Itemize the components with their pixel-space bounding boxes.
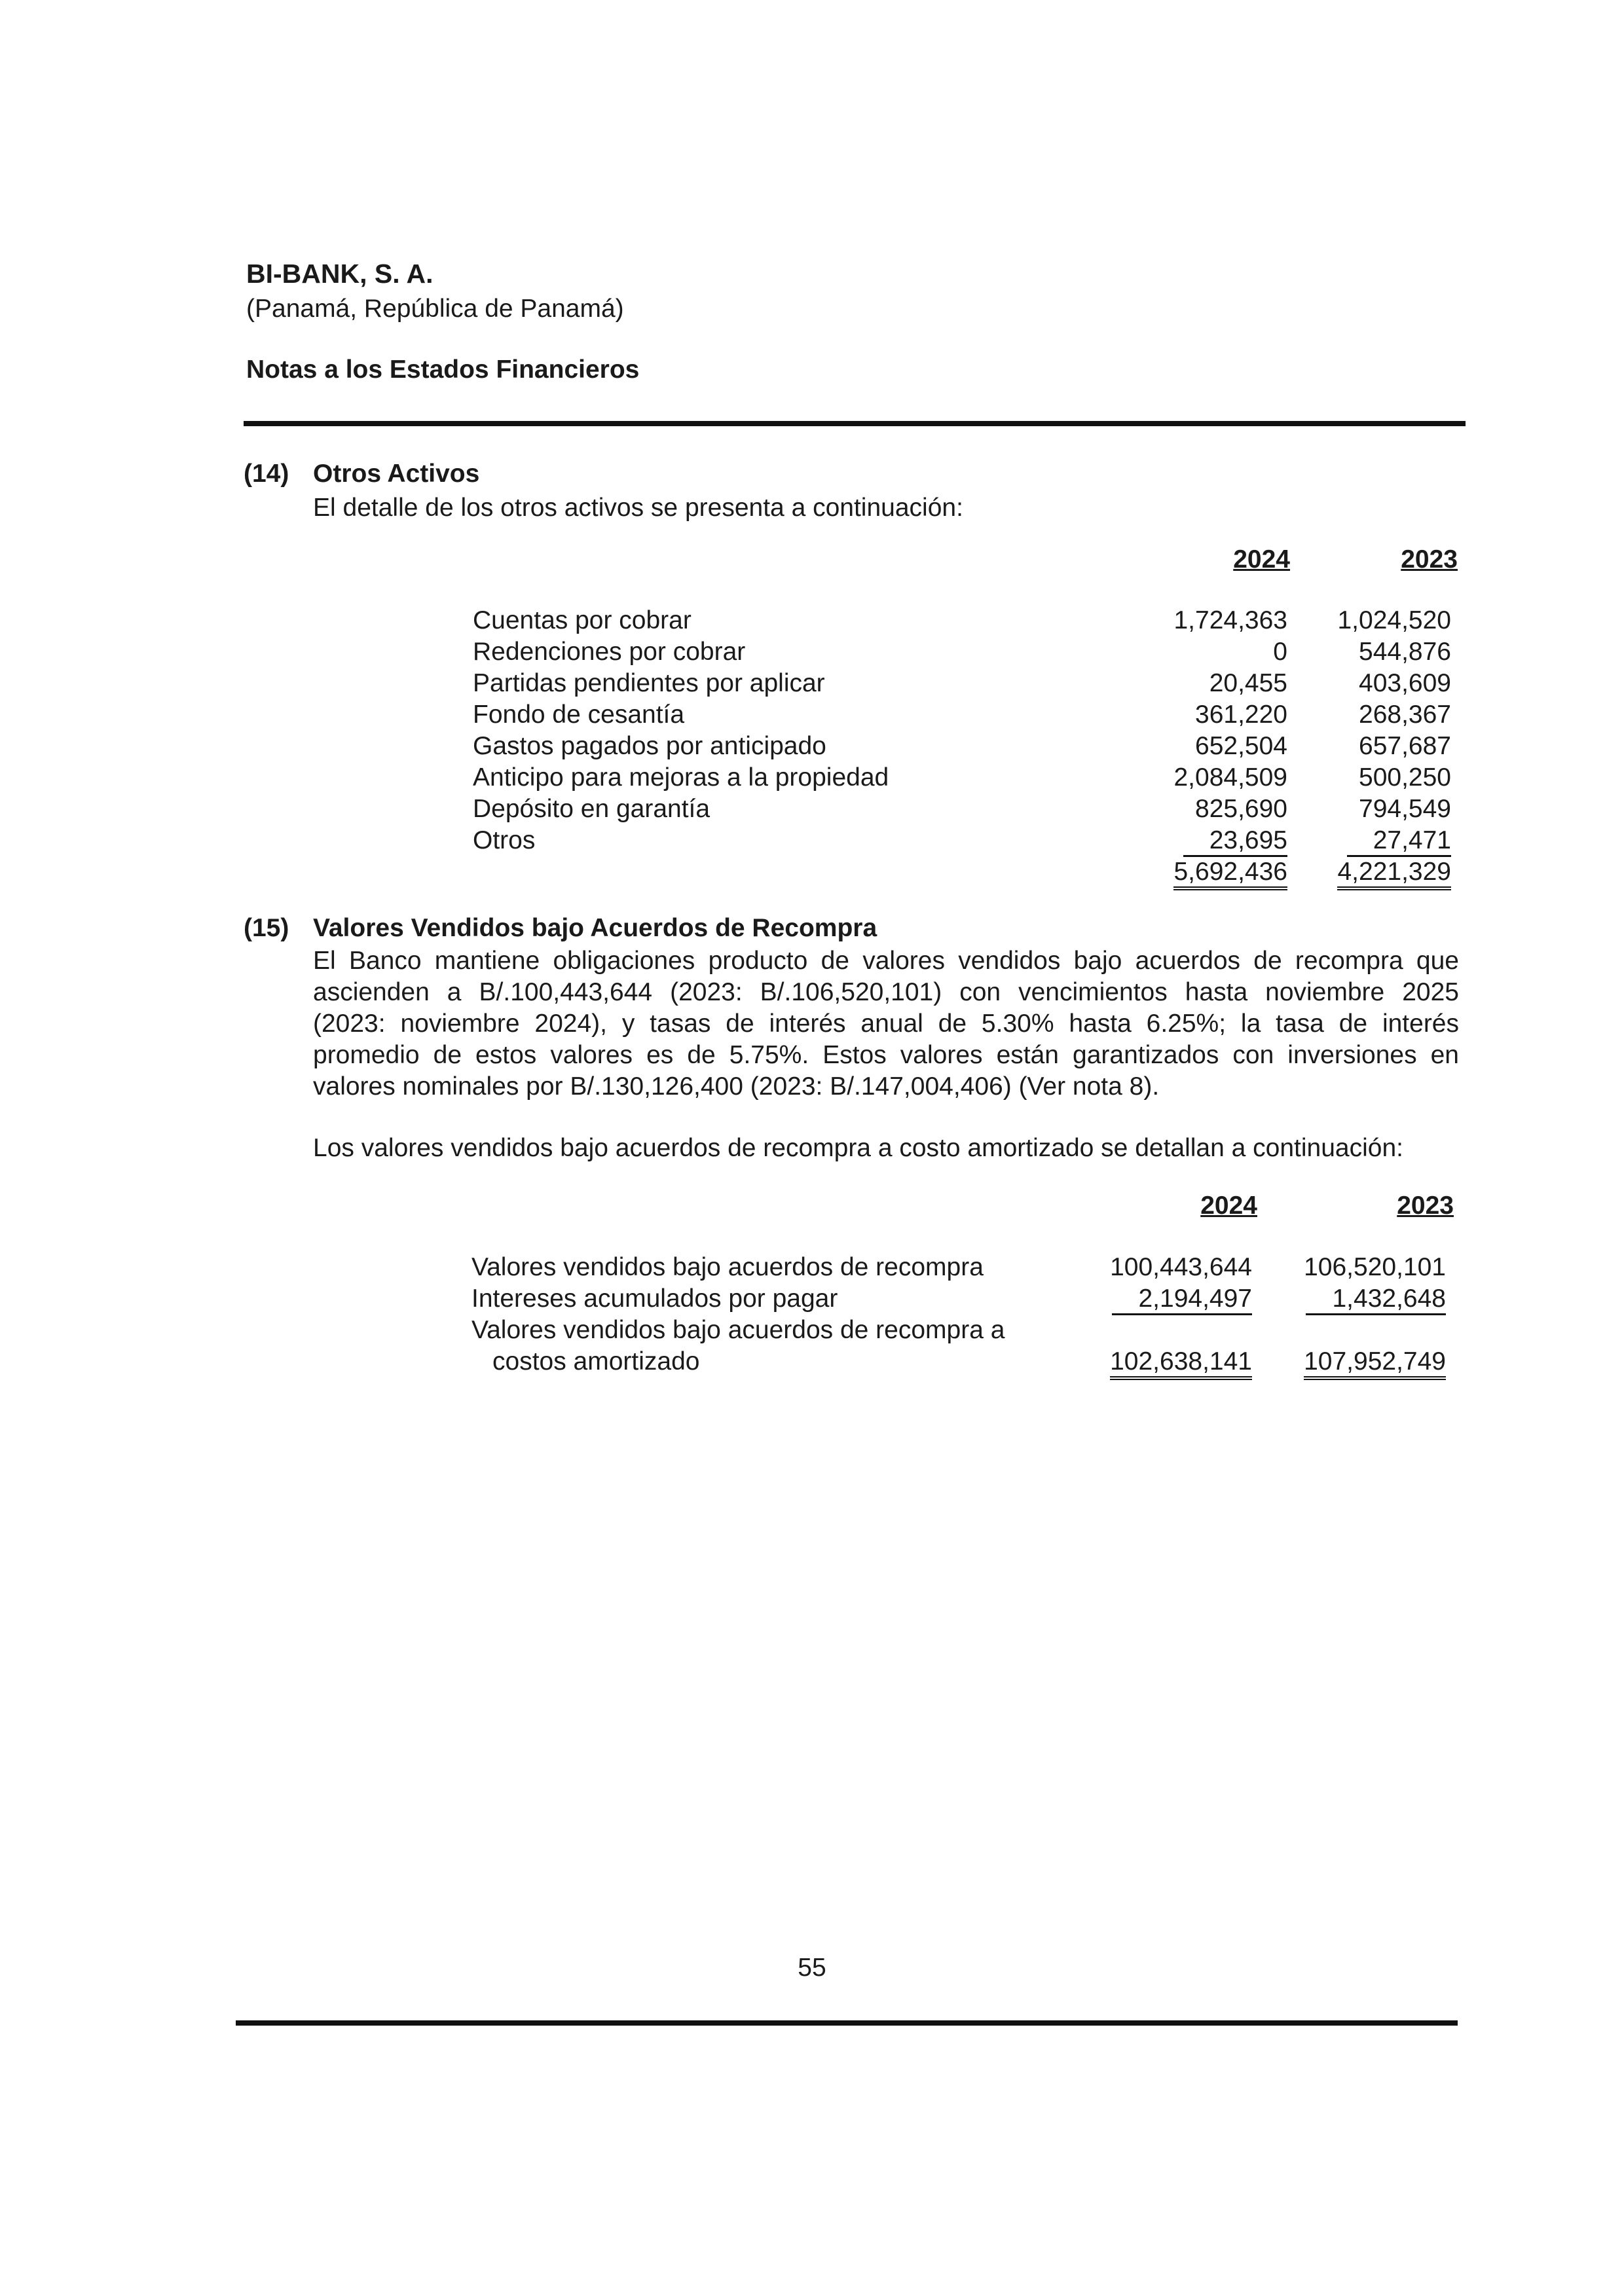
table-cell-2023: 1,024,520 bbox=[1337, 606, 1451, 634]
table-cell-2024: 652,504 bbox=[1195, 732, 1287, 760]
table-cell-2024: 100,443,644 bbox=[1110, 1253, 1252, 1281]
header-divider bbox=[244, 421, 1466, 426]
table-cell-2023: 106,520,101 bbox=[1304, 1253, 1446, 1281]
paragraph-line: (2023: noviembre 2024), y tasas de interés anual de 5.30% hasta 6.25%; la tasa de interés bbox=[313, 1010, 1459, 1038]
table-cell-2023: 268,367 bbox=[1359, 701, 1451, 729]
table-cell-2023: 403,609 bbox=[1359, 669, 1451, 697]
note-14-intro: El detalle de los otros activos se presenta a continuación: bbox=[313, 494, 963, 522]
paragraph-line: ascienden a B/.100,443,644 (2023: B/.106,520,101) con vencimientos hasta noviembre 2025 bbox=[313, 978, 1459, 1006]
page-number: 55 bbox=[798, 1954, 826, 1982]
table-row-label: Fondo de cesantía bbox=[473, 701, 685, 729]
table-cell-2023: 500,250 bbox=[1359, 763, 1451, 792]
note-15-col-2023: 2023 bbox=[1397, 1192, 1454, 1220]
note-15-intro: Los valores vendidos bajo acuerdos de recompra a costo amortizado se detallan a continuación: bbox=[313, 1134, 1404, 1162]
table-total-2024: 5,692,436 bbox=[1173, 858, 1287, 890]
table-cell-2024: 2,084,509 bbox=[1173, 763, 1287, 792]
note-14-col-2023: 2023 bbox=[1401, 545, 1458, 574]
paragraph-line: El Banco mantiene obligaciones producto de valores vendidos bajo acuerdos de recompra que bbox=[313, 947, 1459, 975]
table-total-2024: 102,638,141 bbox=[1110, 1347, 1252, 1380]
table-cell-2024: 2,194,497 bbox=[1112, 1285, 1252, 1315]
paragraph-line: valores nominales por B/.130,126,400 (2023: B/.147,004,406) (Ver nota 8). bbox=[313, 1072, 1160, 1101]
table-row-label: Valores vendidos bajo acuerdos de recompra bbox=[471, 1253, 984, 1281]
table-cell-2024: 20,455 bbox=[1209, 669, 1287, 697]
company-location: (Panamá, República de Panamá) bbox=[246, 295, 624, 323]
note-14-col-2024: 2024 bbox=[1233, 545, 1290, 574]
note-14-number: (14) bbox=[244, 460, 289, 488]
note-15-col-2024: 2024 bbox=[1200, 1192, 1257, 1220]
table-row-label: Anticipo para mejoras a la propiedad bbox=[473, 763, 889, 792]
table-cell-2023: 1,432,648 bbox=[1306, 1285, 1446, 1315]
paragraph-line: promedio de estos valores es de 5.75%. Estos valores están garantizados con inversiones en bbox=[313, 1041, 1459, 1069]
table-row-label: Intereses acumulados por pagar bbox=[471, 1285, 838, 1313]
note-15-title: Valores Vendidos bajo Acuerdos de Recompra bbox=[313, 914, 877, 942]
table-total-2023: 4,221,329 bbox=[1337, 858, 1451, 890]
note-14-title: Otros Activos bbox=[313, 460, 480, 488]
company-name: BI-BANK, S. A. bbox=[246, 259, 434, 289]
table-cell-2023: 544,876 bbox=[1359, 638, 1451, 666]
table-cell-2024: 825,690 bbox=[1195, 795, 1287, 823]
table-total-label: Valores vendidos bajo acuerdos de recompra a bbox=[471, 1316, 1005, 1344]
table-cell-2024: 361,220 bbox=[1195, 701, 1287, 729]
table-row-label: Partidas pendientes por aplicar bbox=[473, 669, 825, 697]
table-cell-2024: 23,695 bbox=[1183, 826, 1287, 857]
table-cell-2023: 794,549 bbox=[1359, 795, 1451, 823]
footer-divider bbox=[236, 2020, 1458, 2026]
table-row-label: Cuentas por cobrar bbox=[473, 606, 692, 634]
table-total-label: costos amortizado bbox=[492, 1347, 700, 1376]
table-total-2023: 107,952,749 bbox=[1304, 1347, 1446, 1380]
note-15-paragraph bbox=[313, 945, 1459, 1102]
table-row-label: Depósito en garantía bbox=[473, 795, 710, 823]
table-cell-2023: 27,471 bbox=[1347, 826, 1451, 857]
table-cell-2024: 0 bbox=[1273, 638, 1287, 666]
document-title: Notas a los Estados Financieros bbox=[246, 355, 640, 384]
table-cell-2023: 657,687 bbox=[1359, 732, 1451, 760]
table-row-label: Gastos pagados por anticipado bbox=[473, 732, 826, 760]
table-cell-2024: 1,724,363 bbox=[1173, 606, 1287, 634]
table-row-label: Redenciones por cobrar bbox=[473, 638, 746, 666]
note-15-number: (15) bbox=[244, 914, 289, 942]
table-row-label: Otros bbox=[473, 826, 536, 854]
